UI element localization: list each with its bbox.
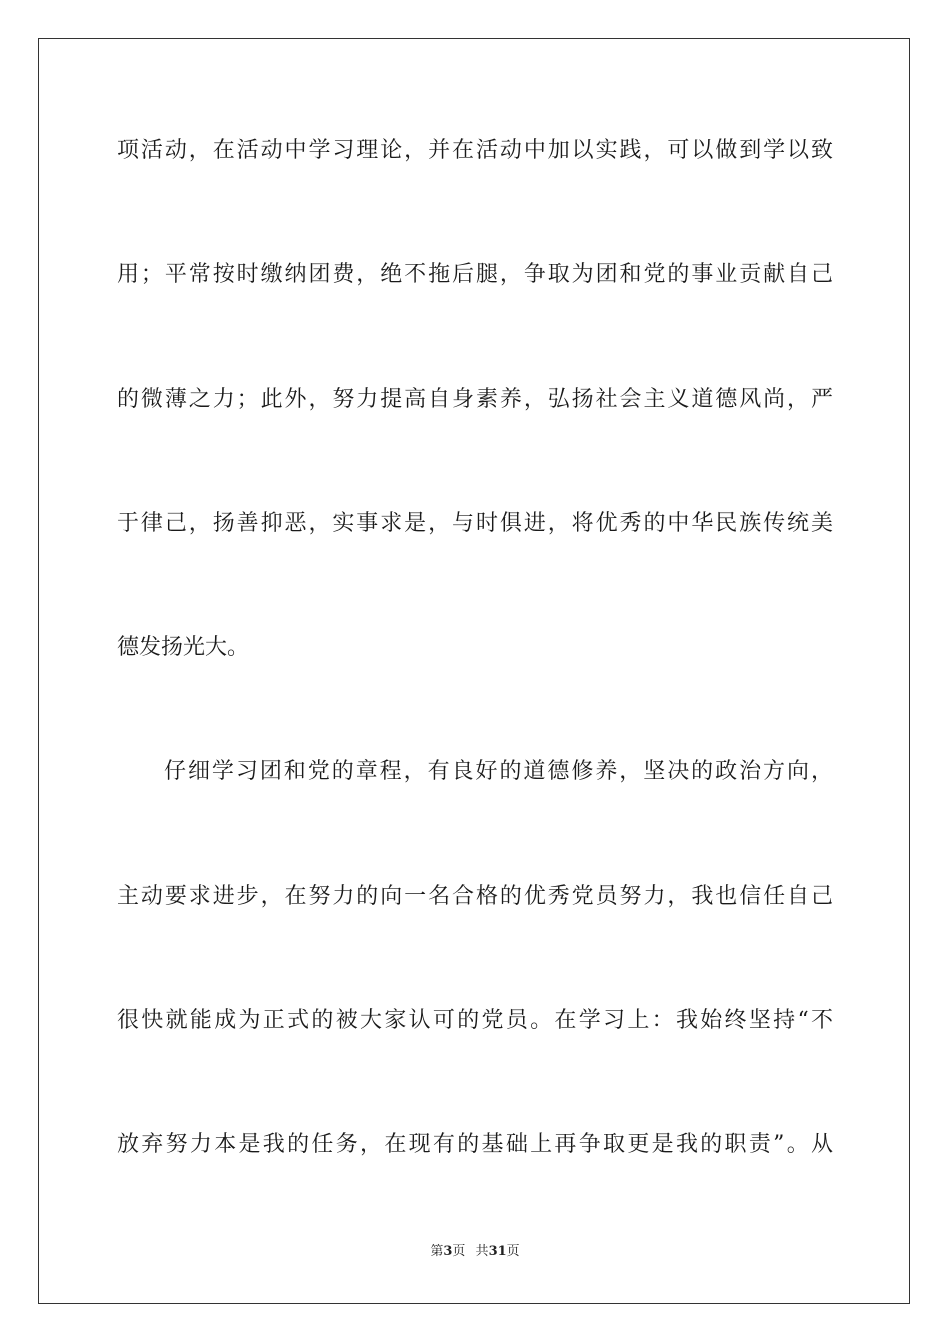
body-line-1: 项活动，在活动中学习理论，并在活动中加以实践，可以做到学以致 [117,138,833,163]
total-pages-number: 31 [488,1244,507,1259]
paragraph-2-line-4: 放弃努力本是我的任务，在现有的基础上再争取更是我的职责”。从 [117,1132,833,1157]
page-border [38,38,910,1304]
body-line-2: 用；平常按时缴纳团费，绝不拖后腿，争取为团和党的事业贡献自己 [117,262,833,287]
paragraph-2-line-3: 很快就能成为正式的被大家认可的党员。在学习上：我始终坚持“不 [117,1008,833,1033]
body-line-4: 于律己，扬善抑恶，实事求是，与时俱进，将优秀的中华民族传统美 [117,511,833,536]
page-indicator: 第3页 [430,1244,466,1259]
page-footer [0,1244,950,1260]
paragraph-2-line-2: 主动要求进步，在努力的向一名合格的优秀党员努力，我也信任自己 [117,884,833,909]
page-number: 3 [443,1244,453,1259]
body-line-3: 的微薄之力；此外，努力提高自身素养，弘扬社会主义道德风尚，严 [117,387,833,412]
total-pages-indicator: 共31页 [475,1244,520,1259]
paragraph-2-line-1: 仔细学习团和党的章程，有良好的道德修养，坚决的政治方向， [164,759,833,784]
body-line-5: 德发扬光大。 [117,635,250,660]
